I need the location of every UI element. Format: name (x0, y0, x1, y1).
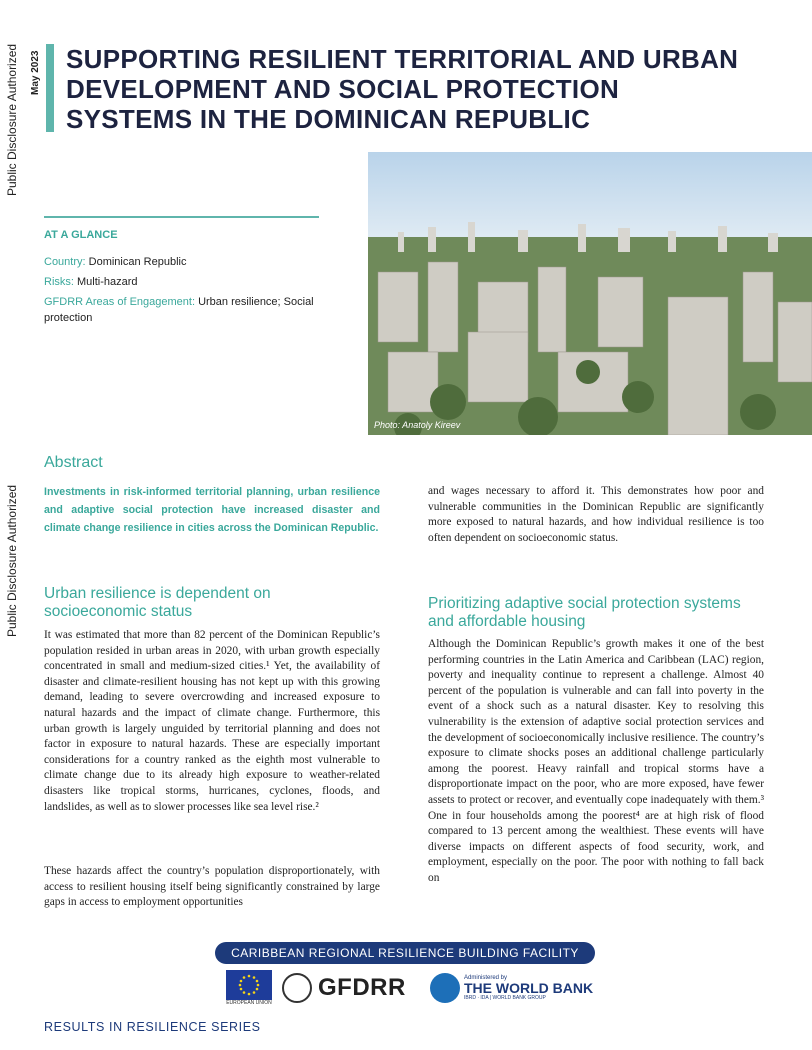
disclosure-label: Public Disclosure Authorized (5, 43, 19, 196)
world-bank-globe-icon (430, 973, 460, 1003)
eu-caption: EUROPEAN UNION (226, 1000, 272, 1006)
abstract-heading: Abstract (44, 454, 103, 471)
abstract-text: Investments in risk-informed territorial planning, urban resilience and adaptive social protection have increased disaster and climate change resilience in cities across the Dominican Republic. (44, 486, 380, 534)
glance-risks-label: Risks: (44, 276, 74, 288)
series-label: RESULTS IN RESILIENCE SERIES (44, 1020, 261, 1034)
glance-country (44, 254, 324, 270)
glance-country-value: Dominican Republic (85, 256, 187, 268)
facility-banner: CARIBBEAN REGIONAL RESILIENCE BUILDING FACILITY (215, 942, 595, 964)
publication-date: May 2023 (30, 50, 41, 95)
glance-risks-value: Multi-hazard (73, 276, 138, 288)
photo-credit: Photo: Anatoly Kireev (374, 420, 461, 430)
wb-name: THE WORLD BANK (464, 980, 594, 996)
gfdrr-wordmark: GFDRR (318, 974, 406, 1001)
glance-areas-label: GFDRR Areas of Engagement: (44, 296, 196, 308)
gfdrr-emblem-icon (282, 973, 312, 1003)
eu-flag-icon (226, 970, 272, 1000)
city-photo (368, 152, 812, 435)
eu-logo (226, 970, 272, 1006)
world-bank-logo (430, 970, 593, 1006)
glance-divider (44, 216, 319, 218)
glance-areas-value: Urban resilience; Social protection (44, 296, 314, 324)
section2-paragraph: Although the Dominican Republic’s growth makes it one of the best performing countries in the Latin America and Caribbean (LAC) region, poverty and inequality continue to represent a challenge. Almost 40 percent of the population is vulnerable and can fall into poverty in the event of a shock such as a natural disaster. Key to resolving this vulnerability is the extension of adaptive social protection services and the development of socioeconomically inclusive resilience. The country’s exposure to climate shocks poses an additional challenge particularly among the poorest. Heavy rainfall and tropical storms have a disproportionate impact on the poor, who are more exposed, have fewer assets to protect or recover, and eventually cope inadequately with them.³ One in four households among the poorest⁴ are at high risk of flood compared to 13 percent among the wealthiest. These events will have diverse impacts on different aspects of food security, work, and employment, especially on the poor. The poor with nothing to fall back on (428, 638, 764, 884)
section1-paragraph-2: These hazards affect the country’s population disproportionately, with access to resilient housing itself being significantly constrained by large gaps in access to employment opportunities (44, 865, 380, 909)
section1-heading: Urban resilience is dependent on socioeconomic status (44, 585, 271, 620)
wb-subtitle: IBRD · IDA | WORLD BANK GROUP (464, 995, 546, 1001)
glance-heading: AT A GLANCE (44, 229, 118, 241)
column2-continued-text: and wages necessary to afford it. This demonstrates how poor and vulnerable communities in the Dominican Republic are significantly more exposed to natural hazards, and how individual resilience is too often dependent on socioeconomic status. (428, 485, 764, 544)
page-title: SUPPORTING RESILIENT TERRITORIAL AND URBAN DEVELOPMENT AND SOCIAL PROTECTION SYSTEMS IN THE DOMINICAN REPUBLIC (66, 44, 739, 134)
gfdrr-logo (282, 970, 406, 1006)
wb-admin-label: Administered by (464, 975, 508, 981)
glance-areas (44, 294, 324, 326)
glance-country-label: Country: (44, 256, 86, 268)
glance-risks (44, 274, 324, 290)
title-accent-bar (46, 44, 54, 132)
disclosure-label: Public Disclosure Authorized (5, 484, 19, 637)
section2-heading: Prioritizing adaptive social protection systems and affordable housing (428, 595, 741, 630)
section1-paragraph-1: It was estimated that more than 82 percent of the Dominican Republic’s population resided in urban areas in 2020, with urban growth especially concentrated in small and medium-sized cities.¹ Yet, the availability of disaster and climate-resilient housing has not kept up with this growing demand, leading to severe overcrowding and increased exposure to natural hazards and the impact of climate change. Furthermore, this urban growth is largely unguided by territorial planning and does not factor in exposure to natural hazards. These are especially important considerations for a country ranked as the eighth most vulnerable to climate change due to its already high exposure to weather-related disasters like tropical storms, hurricanes, cyclones, floods, and landslides, as well as to slower processes like sea level rise.² (44, 629, 380, 813)
